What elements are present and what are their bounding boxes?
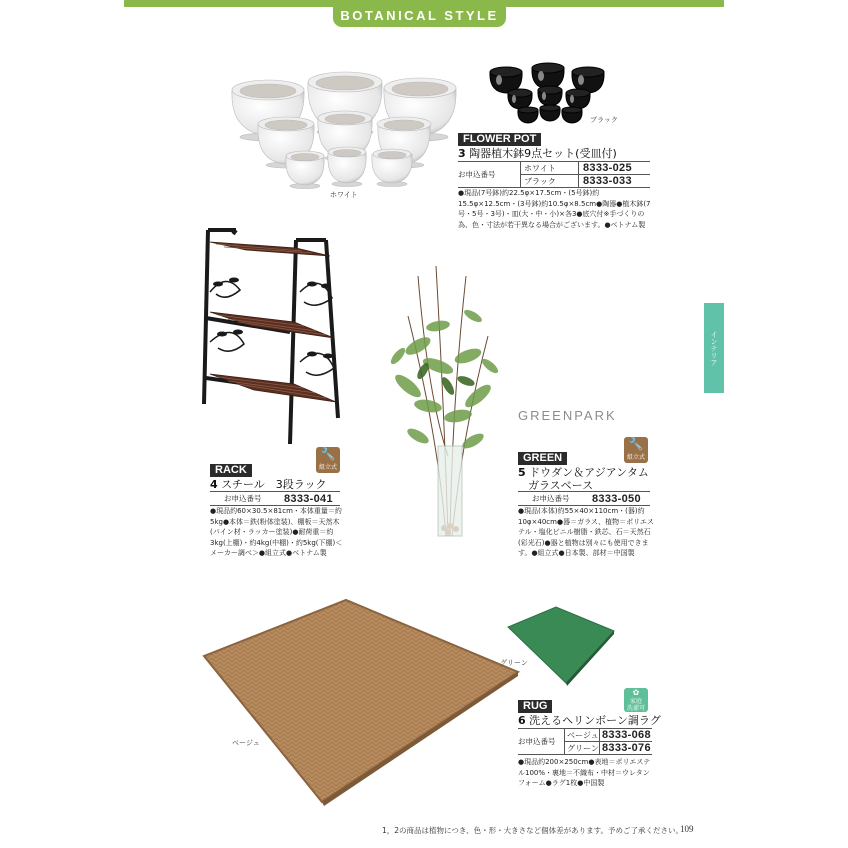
footer-note: 1，2の商品は植物につき、色・形・大きさなど個体差があります。予めご了承ください。 bbox=[382, 826, 683, 835]
flowerpot-order-table bbox=[458, 161, 650, 188]
white-pots-image bbox=[220, 62, 470, 192]
rack-title bbox=[210, 478, 327, 491]
greenpark-brand: GREENPARK bbox=[518, 408, 617, 423]
green-order-label: お申込番号 bbox=[532, 494, 570, 503]
rug-variant-row bbox=[565, 742, 652, 755]
rug-category-label: RUG bbox=[518, 700, 552, 713]
rug-variant-row bbox=[565, 729, 652, 742]
wrench-icon: 🔧 bbox=[320, 447, 336, 461]
rack-assembly-badge-label: 組立式 bbox=[318, 464, 337, 471]
green-name-line1: ドウダン＆アジアンタム bbox=[529, 466, 649, 479]
flowerpot-category-label: FLOWER POT bbox=[458, 133, 541, 146]
rug-variant-code: 8333-076 bbox=[599, 742, 651, 754]
rack-code: 8333-041 bbox=[284, 492, 333, 505]
flowerpot-variant-row bbox=[521, 175, 650, 188]
rug-description: ●現品約200×250cm●表地＝ポリエステル100%・裏地＝不織布・中材＝ウレタンフォーム●ラグ1枚●中国製 bbox=[518, 758, 651, 787]
washable-badge bbox=[624, 688, 648, 712]
black-pots-caption: ブラック bbox=[590, 116, 618, 124]
rack-description: ●現品約60×30.5×81cm・本体重量＝約5kg●本体＝鉄(粉体塗装)、棚板＝天然木(パイン材・ラッカー塗装)●耐荷重＝約3kg(上棚)・約4kg(中棚)・約5kg(下棚)＜メーカー調べ＞●組立式●ベトナム製 bbox=[210, 507, 343, 557]
rack-name: スチール 3段ラック bbox=[221, 478, 327, 491]
side-tab-interior[interactable]: インテリア bbox=[704, 303, 724, 393]
rug-order-table bbox=[518, 728, 652, 755]
green-code: 8333-050 bbox=[592, 492, 641, 505]
washable-badge-line2: 洗濯可 bbox=[626, 705, 645, 712]
rug-variant-color: ベージュ bbox=[567, 730, 599, 740]
flowerpot-item-number: 3 bbox=[458, 147, 466, 160]
flowerpot-variant-color: ブラック bbox=[524, 176, 556, 186]
white-pots-caption: ホワイト bbox=[330, 191, 358, 199]
rug-variant-code: 8333-068 bbox=[599, 729, 651, 741]
rug-item-number: 6 bbox=[518, 714, 526, 727]
rack-order-label: お申込番号 bbox=[224, 494, 262, 503]
wrench-icon: 🔧 bbox=[628, 437, 644, 451]
flowerpot-variant-color: ホワイト bbox=[524, 163, 556, 173]
green-assembly-badge-label: 組立式 bbox=[626, 454, 645, 461]
flowerpot-variant-code: 8333-033 bbox=[578, 175, 632, 187]
rug-title bbox=[518, 714, 661, 727]
green-category-label: GREEN bbox=[518, 452, 567, 465]
rack-assembly-badge bbox=[316, 447, 340, 473]
beige-rug-caption: ベージュ bbox=[232, 739, 260, 747]
rug-variant-color: グリーン bbox=[567, 743, 599, 753]
washing-icon: ✿ bbox=[632, 688, 640, 697]
washable-badge-line1: 家庭 bbox=[629, 698, 642, 705]
rack-item-number: 4 bbox=[210, 478, 218, 491]
green-plant-image bbox=[378, 256, 508, 541]
beige-rug-image bbox=[200, 598, 522, 808]
green-item-number: 5 bbox=[518, 466, 526, 479]
rack-category-label: RACK bbox=[210, 464, 252, 477]
green-rug-caption: グリーン bbox=[500, 659, 528, 667]
green-order-row bbox=[518, 491, 650, 506]
green-name-line2: ガラスベース bbox=[528, 479, 594, 492]
page-number: 109 bbox=[680, 824, 694, 834]
green-assembly-badge bbox=[624, 437, 648, 463]
green-title bbox=[518, 466, 649, 479]
rack-image bbox=[196, 222, 346, 452]
rack-order-row bbox=[210, 491, 340, 506]
flowerpot-name: 陶器植木鉢9点セット(受皿付) bbox=[469, 147, 617, 160]
rug-name: 洗えるヘリンボーン調ラグ bbox=[529, 714, 661, 727]
flowerpot-title bbox=[458, 147, 617, 160]
rug-order-label: お申込番号 bbox=[518, 729, 564, 755]
section-title: BOTANICAL STYLE bbox=[333, 4, 506, 27]
flowerpot-order-label: お申込番号 bbox=[458, 162, 520, 188]
flowerpot-variant-row bbox=[521, 162, 650, 175]
green-description: ●現品(本体)約55×40×110cm・(器)約10φ×40cm●器＝ガラス、植物＝ポリエステル・塩化ビニル樹脂・鉄芯、石＝天然石(彩光石)●器と植物は別々にも使用できます。●組立式●日本製、部材＝中国製 bbox=[518, 507, 654, 557]
green-rug-image bbox=[504, 605, 616, 687]
flowerpot-variant-code: 8333-025 bbox=[578, 162, 632, 174]
flowerpot-description: ●現品(7号鉢)約22.5φ×17.5cm・(5号鉢)約15.5φ×12.5cm・(3号鉢)約10.5φ×8.5cm●陶器●植木鉢(7号・5号・3号)・皿(大・中・小)×各3●底穴付※手づくりの為、色・寸法が若干異なる場合がございます。●ベトナム製 bbox=[458, 189, 651, 229]
